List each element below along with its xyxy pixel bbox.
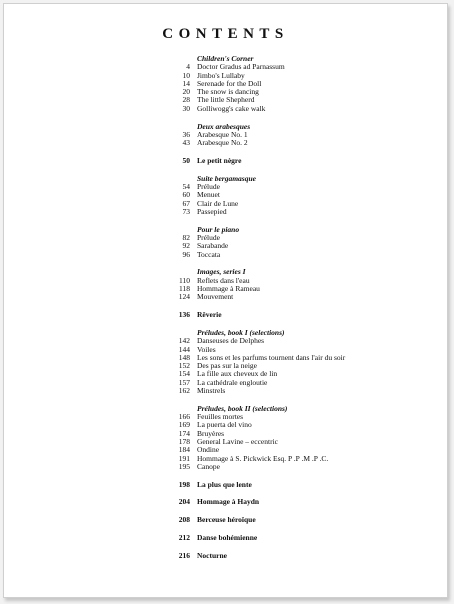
toc-section <box>150 226 440 259</box>
page-title: CONTENTS <box>162 26 289 42</box>
piece-title: Danseuses de Delphes <box>197 336 265 346</box>
toc-section <box>150 175 440 216</box>
page-number: 142 <box>178 336 190 346</box>
page-number: 144 <box>178 344 190 354</box>
toc-entry <box>150 251 440 259</box>
toc-entry <box>150 277 440 285</box>
toc-entry <box>150 311 440 319</box>
piece-title: Serenade for the Doll <box>197 78 262 88</box>
toc-entry <box>150 463 440 471</box>
toc-section <box>150 552 440 560</box>
page-number: 36 <box>182 129 190 139</box>
toc-entry <box>150 438 440 446</box>
page-number: 118 <box>179 284 190 294</box>
piece-title: Passepied <box>197 206 227 216</box>
piece-title: Sarabande <box>197 241 229 251</box>
page-number: 169 <box>178 420 190 430</box>
toc-section <box>150 55 440 113</box>
piece-title: Hommage à Haydn <box>197 497 260 507</box>
piece-title: Doctor Gradus ad Parnassum <box>197 62 285 72</box>
piece-title: Berceuse héroïque <box>197 515 256 525</box>
page-number: 20 <box>182 87 190 97</box>
toc-entry <box>150 379 440 387</box>
page-number: 178 <box>178 436 190 446</box>
page-number: 191 <box>178 453 190 463</box>
piece-title: Prélude <box>197 233 220 243</box>
toc-section <box>150 157 440 165</box>
section-heading: Pour le piano <box>197 224 240 234</box>
piece-title: Danse bohémienne <box>197 533 258 543</box>
page-number: 157 <box>178 377 190 387</box>
page-number: 136 <box>178 310 190 320</box>
section-heading: Préludes, book I (selections) <box>197 327 285 337</box>
piece-title: The snow is dancing <box>197 87 259 97</box>
document-page <box>3 3 448 598</box>
piece-title: Canope <box>197 461 220 471</box>
piece-title: Ondine <box>197 445 220 455</box>
toc-entry <box>150 208 440 216</box>
page-number: 4 <box>186 62 190 72</box>
page-number: 96 <box>182 249 190 259</box>
piece-title: La puerta del vino <box>197 420 252 430</box>
piece-title: Menuet <box>197 190 220 200</box>
piece-title: Les sons et les parfums tournent dans l'air du soir <box>197 352 346 362</box>
page-number: 198 <box>178 479 190 489</box>
page-number: 162 <box>178 386 190 395</box>
toc-section <box>150 405 440 471</box>
toc-section <box>150 481 440 489</box>
page-number: 212 <box>178 533 190 543</box>
toc-entry <box>150 354 440 362</box>
page-number: 30 <box>182 103 190 113</box>
toc-entry <box>150 191 440 199</box>
page-number: 82 <box>182 233 190 243</box>
table-of-contents <box>150 55 440 570</box>
toc-entry <box>150 362 440 370</box>
toc-section <box>150 268 440 301</box>
toc-entry <box>150 80 440 88</box>
toc-entry <box>150 234 440 242</box>
piece-title: La cathédrale engloutie <box>197 377 268 387</box>
piece-title: Des pas sur la neige <box>197 361 257 371</box>
page-number: 28 <box>182 95 190 105</box>
toc-section <box>150 516 440 524</box>
toc-section <box>150 329 440 395</box>
piece-title: La fille aux cheveux de lin <box>197 369 278 379</box>
toc-section <box>150 534 440 542</box>
toc-entry <box>150 455 440 463</box>
page-number: 14 <box>182 78 190 88</box>
piece-title: Arabesque No. 2 <box>197 138 248 148</box>
section-heading: Suite bergamasque <box>197 173 256 183</box>
piece-title: Bruyères <box>197 428 225 438</box>
toc-entry <box>150 63 440 71</box>
page-number: 10 <box>182 70 190 80</box>
page-number: 148 <box>178 352 190 362</box>
page-number: 204 <box>178 497 190 507</box>
toc-entry <box>150 552 440 560</box>
page-number: 184 <box>178 445 190 455</box>
toc-entry <box>150 370 440 378</box>
page-number: 216 <box>178 550 190 560</box>
page-number: 60 <box>182 190 190 200</box>
toc-entry <box>150 200 440 208</box>
toc-entry <box>150 337 440 345</box>
section-heading: Children's Corner <box>197 54 254 63</box>
page-number: 73 <box>182 206 190 216</box>
toc-entry <box>150 96 440 104</box>
page-number: 166 <box>178 412 190 422</box>
toc-section <box>150 123 440 148</box>
toc-entry <box>150 157 440 165</box>
page-number: 208 <box>178 515 190 525</box>
page-number: 154 <box>178 369 190 379</box>
piece-title: Clair de Lune <box>197 198 239 208</box>
piece-title: The little Shepherd <box>197 95 255 105</box>
toc-entry <box>150 293 440 301</box>
section-heading: Deux arabesques <box>197 121 251 131</box>
piece-title: Rêverie <box>197 310 222 320</box>
page-number: 195 <box>178 461 190 471</box>
section-heading: Préludes, book II (selections) <box>197 403 288 413</box>
toc-entry <box>150 242 440 250</box>
page-number: 124 <box>178 292 190 302</box>
page-number: 152 <box>178 361 190 371</box>
piece-title: Reflets dans l'eau <box>197 275 250 285</box>
piece-title: General Lavine – eccentric <box>197 436 278 446</box>
page-number: 174 <box>178 428 190 438</box>
page-number: 54 <box>182 182 190 192</box>
piece-title: Arabesque No. 1 <box>197 129 248 139</box>
toc-entry <box>150 413 440 421</box>
piece-title: Minstrels <box>197 386 226 395</box>
page-number: 67 <box>182 198 190 208</box>
toc-entry <box>150 105 440 113</box>
toc-section <box>150 498 440 506</box>
toc-entry <box>150 387 440 395</box>
piece-title: Hommage à Rameau <box>197 284 260 294</box>
piece-title: Golliwogg's cake walk <box>197 103 266 113</box>
toc-entry <box>150 421 440 429</box>
page-number: 50 <box>182 155 190 165</box>
toc-section <box>150 311 440 319</box>
toc-entry <box>150 516 440 524</box>
toc-entry <box>150 285 440 293</box>
piece-title: Mouvement <box>197 292 234 302</box>
toc-entry <box>150 534 440 542</box>
piece-title: La plus que lente <box>197 479 252 489</box>
piece-title: Hommage à S. Pickwick Esq. P .P .M .P .C. <box>197 453 329 463</box>
piece-title: Jimbo's Lullaby <box>197 70 245 80</box>
piece-title: Toccata <box>197 249 221 259</box>
piece-title: Nocturne <box>197 550 227 560</box>
piece-title: Voiles <box>197 344 216 354</box>
toc-entry <box>150 139 440 147</box>
toc-entry <box>150 72 440 80</box>
toc-entry <box>150 430 440 438</box>
piece-title: Prélude <box>197 182 220 192</box>
piece-title: Feuilles mortes <box>197 412 244 422</box>
page-number: 110 <box>179 275 190 285</box>
toc-entry <box>150 498 440 506</box>
piece-title: Le petit nègre <box>197 155 242 165</box>
toc-entry <box>150 131 440 139</box>
page-number: 92 <box>182 241 190 251</box>
toc-entry <box>150 183 440 191</box>
page-number: 43 <box>182 138 190 148</box>
section-heading: Images, series I <box>197 267 246 277</box>
toc-entry <box>150 481 440 489</box>
toc-entry <box>150 88 440 96</box>
